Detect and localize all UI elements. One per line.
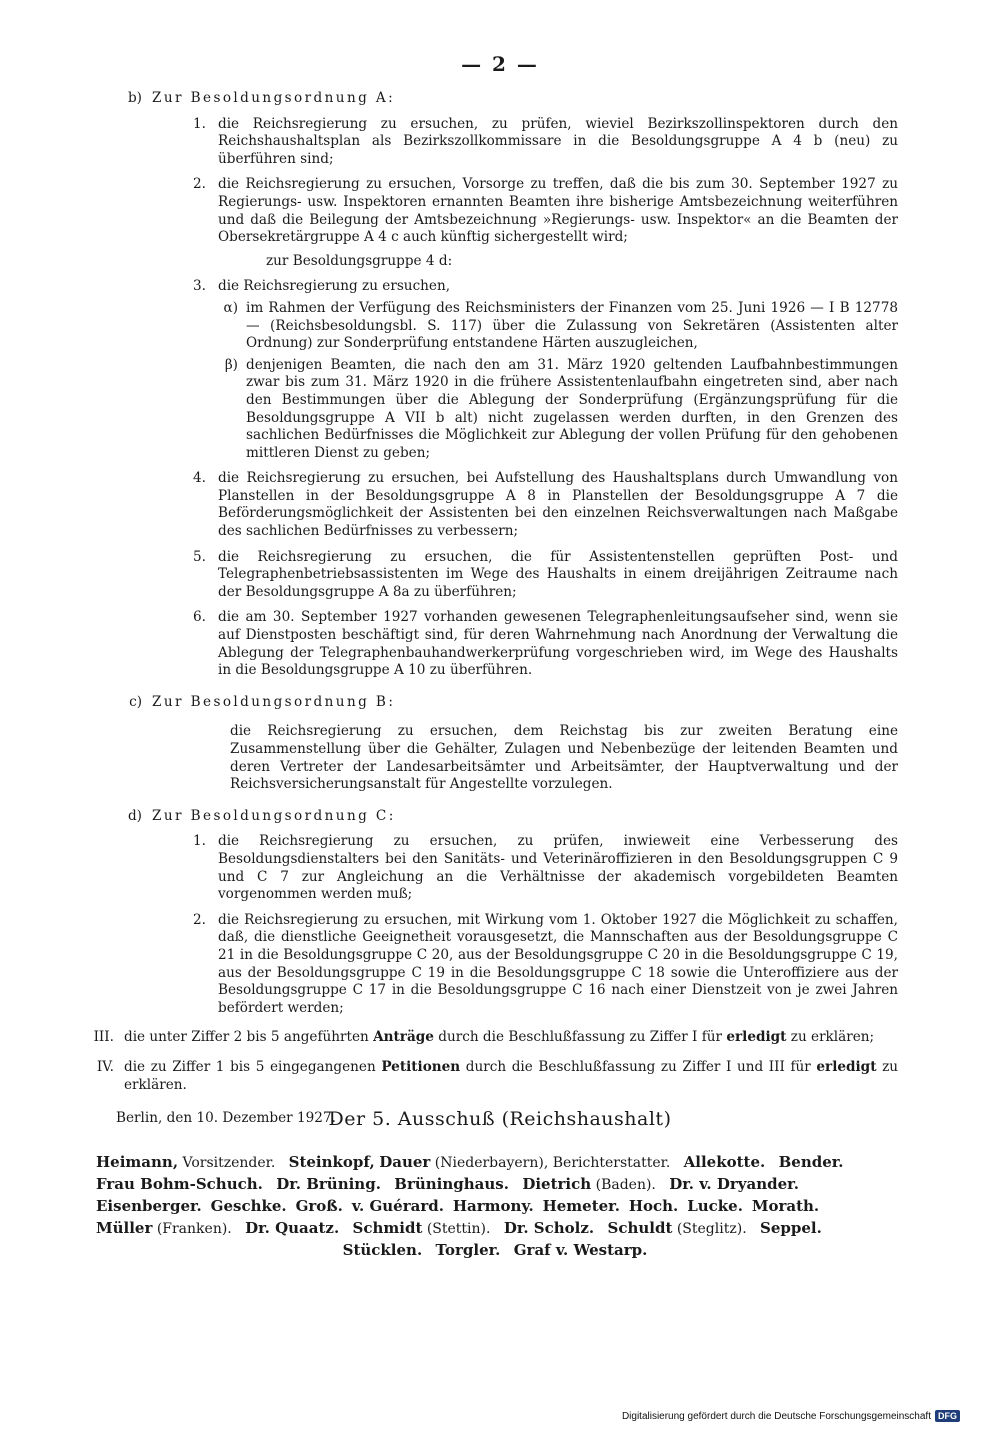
bold-term: Anträge — [373, 1029, 434, 1046]
bold-term: erledigt — [726, 1029, 787, 1046]
item-number: 1. — [193, 833, 206, 850]
text-part: die unter Ziffer 2 bis 5 angeführten — [124, 1029, 369, 1046]
member-name: Allekotte. — [683, 1153, 766, 1171]
section-label: d) — [127, 807, 142, 824]
member-name: Dr. Brüning. — [276, 1175, 381, 1193]
text-part: durch die Beschlußfassung zu Ziffer I für — [438, 1029, 723, 1046]
item-number: 1. — [193, 115, 206, 132]
member-name: Hemeter. — [542, 1197, 620, 1215]
members-line — [96, 1218, 894, 1240]
dfg-logo-icon: DFG — [935, 1410, 960, 1422]
member-note: (Baden). — [595, 1177, 656, 1193]
member-note: (Franken). — [156, 1221, 232, 1237]
text-part: durch die Beschlußfassung zu Ziffer I und III für — [465, 1058, 811, 1075]
item-text: die am 30. September 1927 vorhanden gewesenen Telegraphenleitungsaufseher sind, wenn sie auf Dienstposten beschäftigt sind, für deren Wahrnehmung nach Anordnung der Verwaltung die Ablegung der Telegraphenbauhandwerkerprüfung vorgeschrieben wird, im Wege des Haushalts in die Besoldungsgruppe A 10 zu überführen. — [218, 609, 898, 679]
item-number: 2. — [193, 911, 206, 928]
section-label: b) — [127, 90, 142, 106]
roman-number: IV. — [96, 1058, 114, 1075]
section-c-heading — [118, 694, 898, 712]
member-name: v. Guérard. — [351, 1197, 444, 1215]
member-role: Berichterstatter. — [552, 1155, 671, 1171]
page-number: — 2 — — [461, 52, 539, 76]
committee-members — [96, 1152, 894, 1262]
member-name: Schmidt — [352, 1219, 423, 1237]
resolution-iii — [92, 1029, 898, 1047]
member-name: Stücklen. — [342, 1241, 423, 1259]
footer-credit — [622, 1410, 960, 1422]
member-name: Steinkopf, — [288, 1153, 375, 1171]
member-name: Dr. Scholz. — [503, 1219, 595, 1237]
section-text: die Reichsregierung zu ersuchen, dem Reichstag bis zur zweiten Beratung eine Zusammenstellung über die Gehälter, Zulagen und Nebenbezüge der leitenden Beamten und deren Vertreter der Landesarbeitsämter und Arbeitsämter, der Hauptverwaltung und der Reichsversicherungsanstalt für Angestellte vorzulegen. — [230, 723, 898, 793]
bold-term: erledigt — [816, 1058, 877, 1075]
item-number: 6. — [193, 609, 206, 626]
member-name: Harmony. — [452, 1197, 534, 1215]
item-number: α) — [223, 299, 238, 316]
section-heading: Zur Besoldungsordnung C: — [152, 807, 396, 824]
item-number: 2. — [193, 176, 206, 193]
member-name: Torgler. — [435, 1241, 501, 1259]
member-name: Lucke. — [687, 1197, 743, 1215]
member-name: Dauer — [379, 1153, 431, 1171]
sub-list-item — [222, 357, 898, 463]
member-name: Schuldt — [607, 1219, 673, 1237]
section-b — [118, 90, 898, 680]
member-name: Dr. Quaatz. — [245, 1219, 340, 1237]
footer-text: Digitalisierung gefördert durch die Deutsche Forschungsgemeinschaft — [621, 1410, 931, 1422]
resolution-body — [93, 90, 898, 1128]
item-text: denjenigen Beamten, die nach den am 31. März 1920 geltenden Laufbahnbestimmungen zwar bis zum 31. März 1920 in die frühere Assistentenlaufbahn eingetreten sind, aber nach den Bestimmungen über die Ablegung der Sonderprüfung (Ergänzungsprüfung für die Besoldungsgruppe A VII b alt) nicht zugelassen werden durften, in den Grenzen des sachlichen Bedürfnisses die Möglichkeit zur Ablegung der vollen Prüfung für den gehobenen mittleren Dienst zu geben; — [246, 356, 898, 461]
item-number: 3. — [193, 278, 206, 295]
text-part: die zu Ziffer 1 bis 5 eingegangenen — [124, 1058, 376, 1075]
member-name: Graf v. Westarp. — [513, 1241, 648, 1259]
item-text: die Reichsregierung zu ersuchen, mit Wirkung vom 1. Oktober 1927 die Möglichkeit zu schaffen, daß, die dienstliche Geeignetheit vorausgesetzt, die Mannschaften aus der Besoldungsgruppe C 21 in die Besoldungsgruppe C 20, aus der Besoldungsgruppe C 20 in die Besoldungsgruppe C 19, aus der Besoldungsgruppe C 19 in die Besoldungsgruppe C 18 sowie die Unteroffiziere aus der Besoldungsgruppe C 17 in die Besoldungsgruppe C 16 nach einer Dienstzeit von je zwei Jahren befördert werden; — [218, 911, 898, 1016]
section-b-heading — [118, 90, 898, 108]
text-part: zu erklären. — [124, 1058, 898, 1093]
member-note: (Steglitz). — [676, 1221, 747, 1237]
roman-number: III. — [93, 1029, 114, 1046]
item-number: β) — [224, 356, 238, 373]
item-text: die Reichsregierung zu ersuchen, zu prüfen, inwieweit eine Verbesserung des Besoldungsdienstalters bei den Sanitäts- und Veterinäroffizieren in den Besoldungsgruppen C 9 und C 7 zur Angleichung an die Verhältnisse der akademisch vorgebildeten Beamten vorgenommen werden muß; — [218, 833, 898, 903]
bold-term: Petitionen — [381, 1058, 461, 1075]
member-name: Frau Bohm-Schuch. — [96, 1175, 263, 1193]
item-text: die Reichsregierung zu ersuchen, Vorsorge zu treffen, daß die bis zum 30. September 1927 zu Regierungs- usw. Inspektoren ernannten Beamten ihre bisherige Amtsbezeichnung weiterführen und daß die Beilegung der Amtsbezeichnung »Regierungs- usw. Inspektor« an die Beamten der Obersekretärgruppe A 4 c auch künftig sichergestellt wird; — [218, 176, 898, 246]
section-label: c) — [129, 693, 142, 710]
section-d-heading — [118, 808, 898, 826]
member-name: Groß. — [295, 1197, 343, 1215]
list-item — [192, 549, 898, 602]
subheading-4d: zur Besoldungsgruppe 4 d: — [266, 252, 453, 269]
member-note: (Niederbayern), — [434, 1155, 549, 1171]
members-line — [96, 1152, 894, 1174]
list-item — [192, 912, 898, 1018]
member-name: Dr. v. Dryander. — [669, 1175, 799, 1193]
item-text: die Reichsregierung zu ersuchen, bei Aufstellung des Haushaltsplans durch Umwandlung von Planstellen in der Besoldungsgruppe A 8 in Planstellen der Besoldungsgruppe A 7 die Beförderungsmöglichkeit der Assistenten bei den einzelnen Reichsverwaltungen nach Maßgabe des sachlichen Bedürfnisses zu verbessern; — [218, 470, 898, 540]
committee-title: Der 5. Ausschuß (Reichshaushalt) — [328, 1108, 672, 1130]
list-item — [192, 278, 898, 296]
member-name: Morath. — [751, 1197, 820, 1215]
member-name: Hoch. — [628, 1197, 679, 1215]
place-date: Berlin, den 10. Dezember 1927. — [116, 1110, 336, 1127]
item-text: die Reichsregierung zu ersuchen, die für Assistentenstellen geprüften Post- und Telegraphenbetriebsassistenten im Wege des Haushalts in einem dreijährigen Zeitraume nach der Besoldungsgruppe A 8a zu überführen; — [218, 548, 898, 600]
members-line — [96, 1174, 894, 1196]
section-heading: Zur Besoldungsordnung B: — [152, 693, 396, 710]
list-item — [192, 470, 898, 540]
section-heading: Zur Besoldungsordnung A: — [152, 90, 396, 106]
section-d — [118, 808, 898, 1018]
member-name: Geschke. — [210, 1197, 287, 1215]
list-item — [192, 176, 898, 246]
member-name: Bender. — [778, 1153, 844, 1171]
member-name: Brüninghaus. — [394, 1175, 509, 1193]
member-name: Müller — [96, 1219, 153, 1237]
list-item — [192, 609, 898, 679]
item-text: die Reichsregierung zu ersuchen, — [218, 278, 451, 295]
resolution-text — [124, 1059, 898, 1094]
member-note: (Stettin). — [426, 1221, 491, 1237]
section-c — [118, 694, 898, 794]
member-name: Seppel. — [760, 1219, 822, 1237]
member-name: Eisenberger. — [96, 1197, 202, 1215]
resolution-iv — [92, 1059, 898, 1094]
text-part: zu erklären; — [790, 1029, 875, 1046]
members-line — [96, 1240, 894, 1262]
item-text: im Rahmen der Verfügung des Reichsministers der Finanzen vom 25. Juni 1926 — I B 12778 — (Reichsbesoldungsbl. S. 117) über die Zulassung von Sekretären (Assistenten alter Ordnung) zur Sonderprüfung entstandene Härten auszugleichen, — [246, 299, 898, 352]
members-line — [96, 1196, 894, 1218]
list-item — [192, 833, 898, 903]
member-role: Vorsitzender. — [182, 1155, 276, 1171]
list-item — [192, 116, 898, 169]
member-name: Dietrich — [522, 1175, 592, 1193]
item-text: die Reichsregierung zu ersuchen, zu prüfen, wieviel Bezirkszollinspektoren durch den Reichshaushaltsplan als Bezirkszollkommissare in die Besoldungsgruppe A 4 b (neu) zu überführen sind; — [218, 115, 898, 167]
sub-list-item — [222, 300, 898, 353]
item-number: 4. — [193, 470, 206, 487]
member-name: Heimann, — [96, 1153, 179, 1171]
resolution-text — [124, 1029, 898, 1047]
item-number: 5. — [193, 548, 206, 565]
